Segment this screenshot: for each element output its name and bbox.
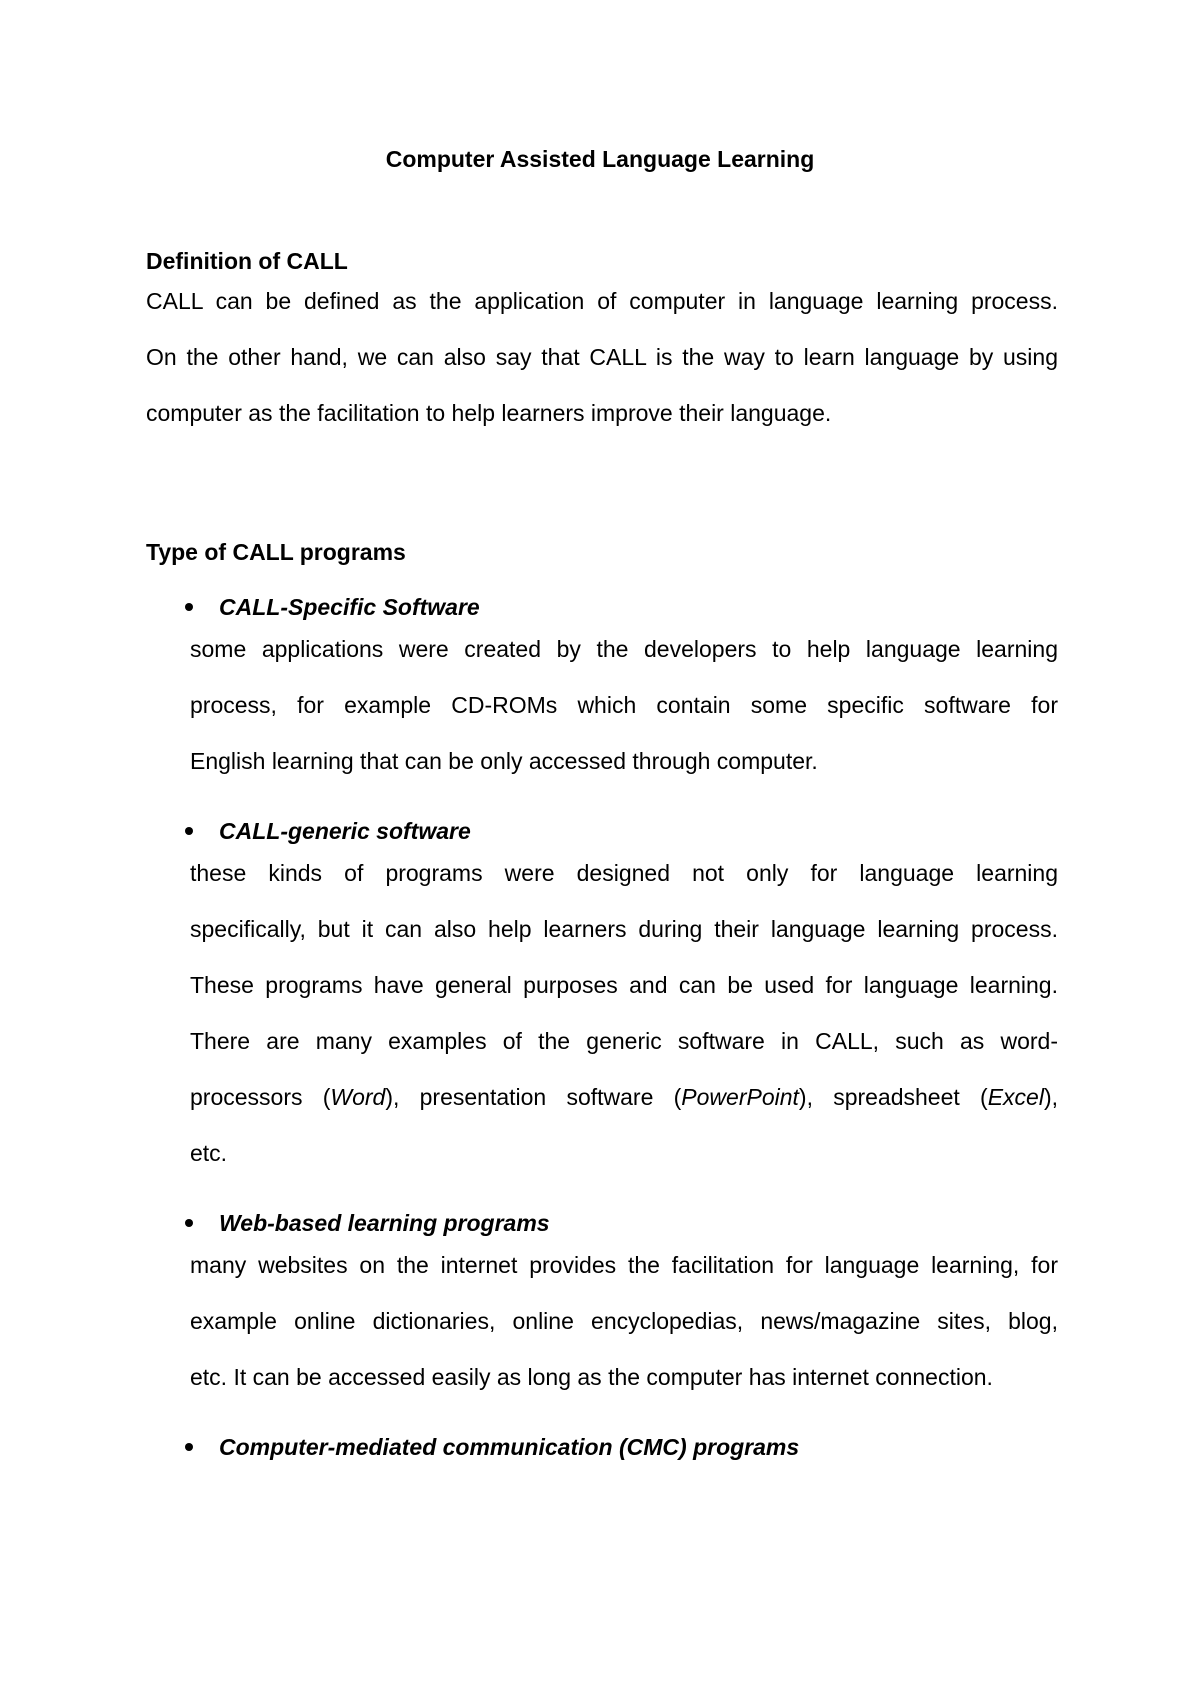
body-line: There are many examples of the generic software in CALL, such as word- bbox=[190, 1028, 1058, 1054]
example-word: Word bbox=[330, 1084, 386, 1110]
bullet-dot-icon bbox=[185, 1219, 193, 1227]
definition-line-2: On the other hand, we can also say that CALL is the way to learn language by using bbox=[146, 344, 1058, 370]
section-heading-types: Type of CALL programs bbox=[146, 539, 406, 565]
body-line: example online dictionaries, online encyclopedias, news/magazine sites, blog, bbox=[190, 1308, 1058, 1334]
line-text: ), bbox=[1043, 1084, 1058, 1110]
bullet-label: Computer-mediated communication (CMC) programs bbox=[219, 1434, 800, 1460]
example-excel: Excel bbox=[987, 1084, 1044, 1110]
line-text: processors ( bbox=[190, 1084, 331, 1110]
body-line: these kinds of programs were designed not only for language learning bbox=[190, 860, 1058, 886]
bullet-body-call-generic bbox=[190, 845, 1058, 1181]
body-line: These programs have general purposes and can be used for language learning. bbox=[190, 972, 1058, 998]
body-line: specifically, but it can also help learners during their language learning process. bbox=[190, 916, 1058, 942]
example-powerpoint: PowerPoint bbox=[681, 1084, 799, 1110]
definition-line-1: CALL can be defined as the application of computer in language learning process. bbox=[146, 288, 1058, 314]
line-text: ), presentation software ( bbox=[385, 1084, 682, 1110]
body-line-with-examples bbox=[190, 1069, 1058, 1125]
bullet-label: Web-based learning programs bbox=[219, 1210, 550, 1236]
definition-paragraph bbox=[146, 273, 1058, 441]
bullet-label: CALL-Specific Software bbox=[219, 594, 480, 620]
body-line: some applications were created by the developers to help language learning bbox=[190, 636, 1058, 662]
definition-line-3: computer as the facilitation to help learners improve their language. bbox=[146, 400, 832, 426]
bullet-dot-icon bbox=[185, 827, 193, 835]
body-line: many websites on the internet provides the facilitation for language learning, for bbox=[190, 1252, 1058, 1278]
document-title: Computer Assisted Language Learning bbox=[385, 146, 815, 172]
body-line: English learning that can be only accessed through computer. bbox=[190, 748, 818, 774]
body-line: etc. bbox=[190, 1140, 228, 1166]
body-line: process, for example CD-ROMs which contain some specific software for bbox=[190, 692, 1058, 718]
bullet-label: CALL-generic software bbox=[219, 818, 471, 844]
line-text: ), spreadsheet ( bbox=[798, 1084, 988, 1110]
bullet-dot-icon bbox=[185, 603, 193, 611]
bullet-body-web-based bbox=[190, 1237, 1058, 1405]
bullet-body-call-specific bbox=[190, 621, 1058, 789]
section-heading-definition: Definition of CALL bbox=[146, 248, 348, 274]
bullet-dot-icon bbox=[185, 1443, 193, 1451]
body-line: etc. It can be accessed easily as long as the computer has internet connection. bbox=[190, 1364, 993, 1390]
